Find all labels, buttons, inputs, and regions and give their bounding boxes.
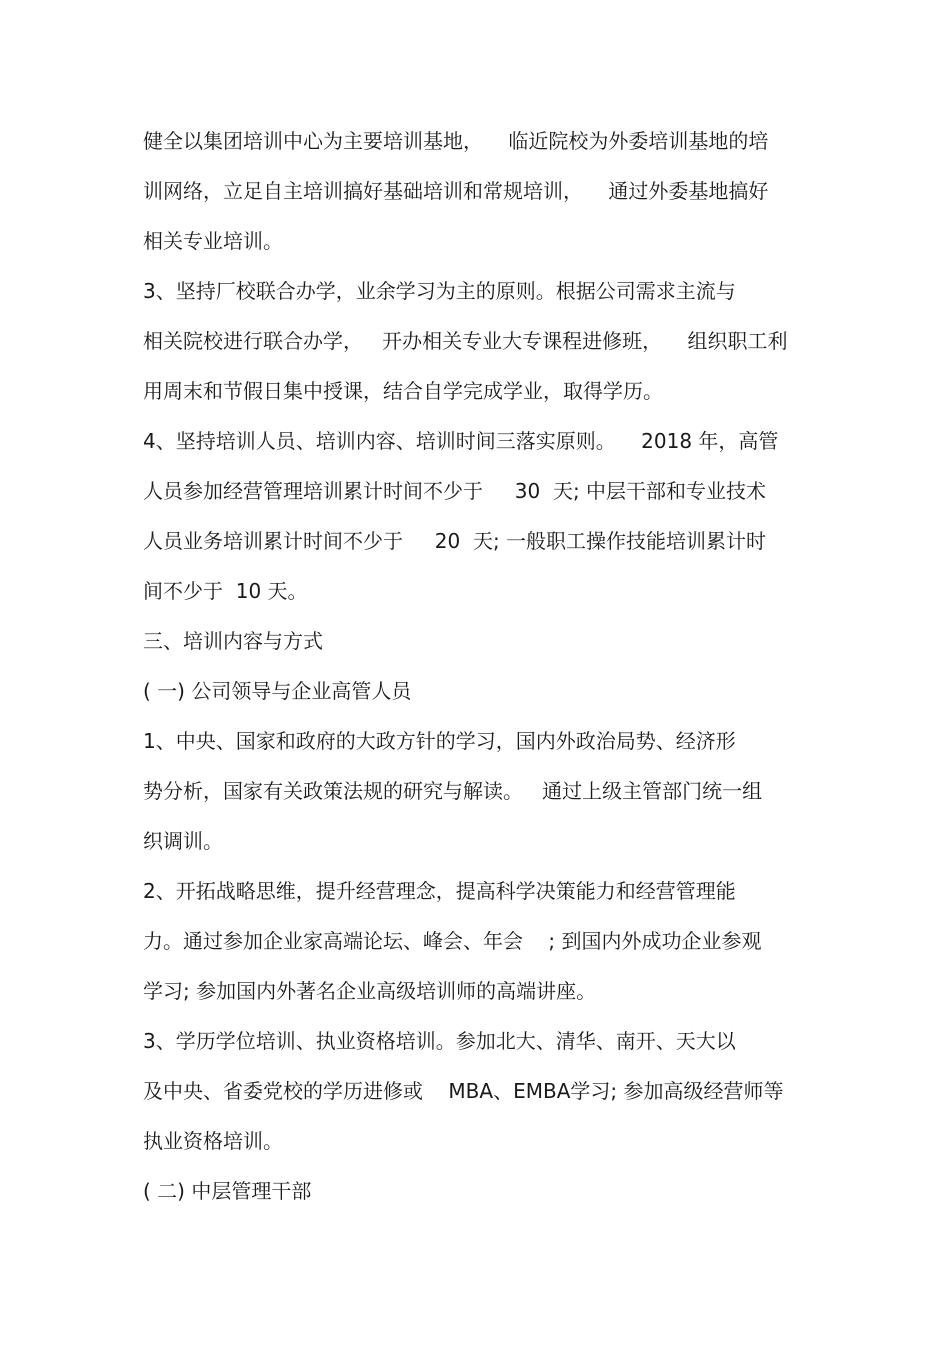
text-line: 2、开拓战略思维，提升经营理念，提高科学决策能力和经营管理能 [143,879,736,903]
text-line: 相关院校进行联合办学， 开办相关专业大专课程进修班， 组织职工利 [143,329,788,353]
text-line: 4、坚持培训人员、培训内容、培训时间三落实原则。 2018 年，高管 [143,429,779,453]
text-line: 健全以集团培训中心为主要培训基地， 临近院校为外委培训基地的培 [143,129,769,153]
subsection-heading: ( 一) 公司领导与企业高管人员 [143,679,412,703]
text-line: 相关专业培训。 [143,229,283,253]
subsection-heading: ( 二) 中层管理干部 [143,1179,312,1203]
text-line: 3、坚持厂校联合办学，业余学习为主的原则。根据公司需求主流与 [143,279,736,303]
text-line: 用周末和节假日集中授课，结合自学完成学业，取得学历。 [143,379,663,403]
text-line: 人员业务培训累计时间不少于 20 天; 一般职工操作技能培训累计时 [143,529,767,553]
text-line: 力。通过参加企业家高端论坛、峰会、年会 ; 到国内外成功企业参观 [143,929,762,953]
text-line: 势分析，国家有关政策法规的研究与解读。 通过上级主管部门统一组 [143,779,763,803]
text-line: 1、中央、国家和政府的大政方针的学习，国内外政治局势、经济形 [143,729,736,753]
text-line: 间不少于 10 天。 [143,579,308,603]
text-line: 训网络，立足自主培训搞好基础培训和常规培训， 通过外委基地搞好 [143,179,769,203]
text-line: 执业资格培训。 [143,1129,283,1153]
text-line: 人员参加经营管理培训累计时间不少于 30 天; 中层干部和专业技术 [143,479,767,503]
text-line: 3、学历学位培训、执业资格培训。参加北大、清华、南开、天大以 [143,1029,736,1053]
text-line: 及中央、省委党校的学历进修或 MBA、EMBA学习; 参加高级经营师等 [143,1079,784,1103]
text-line: 学习; 参加国内外著名企业高级培训师的高端讲座。 [143,979,597,1003]
text-line: 织调训。 [143,829,223,853]
section-heading: 三、培训内容与方式 [143,629,323,653]
